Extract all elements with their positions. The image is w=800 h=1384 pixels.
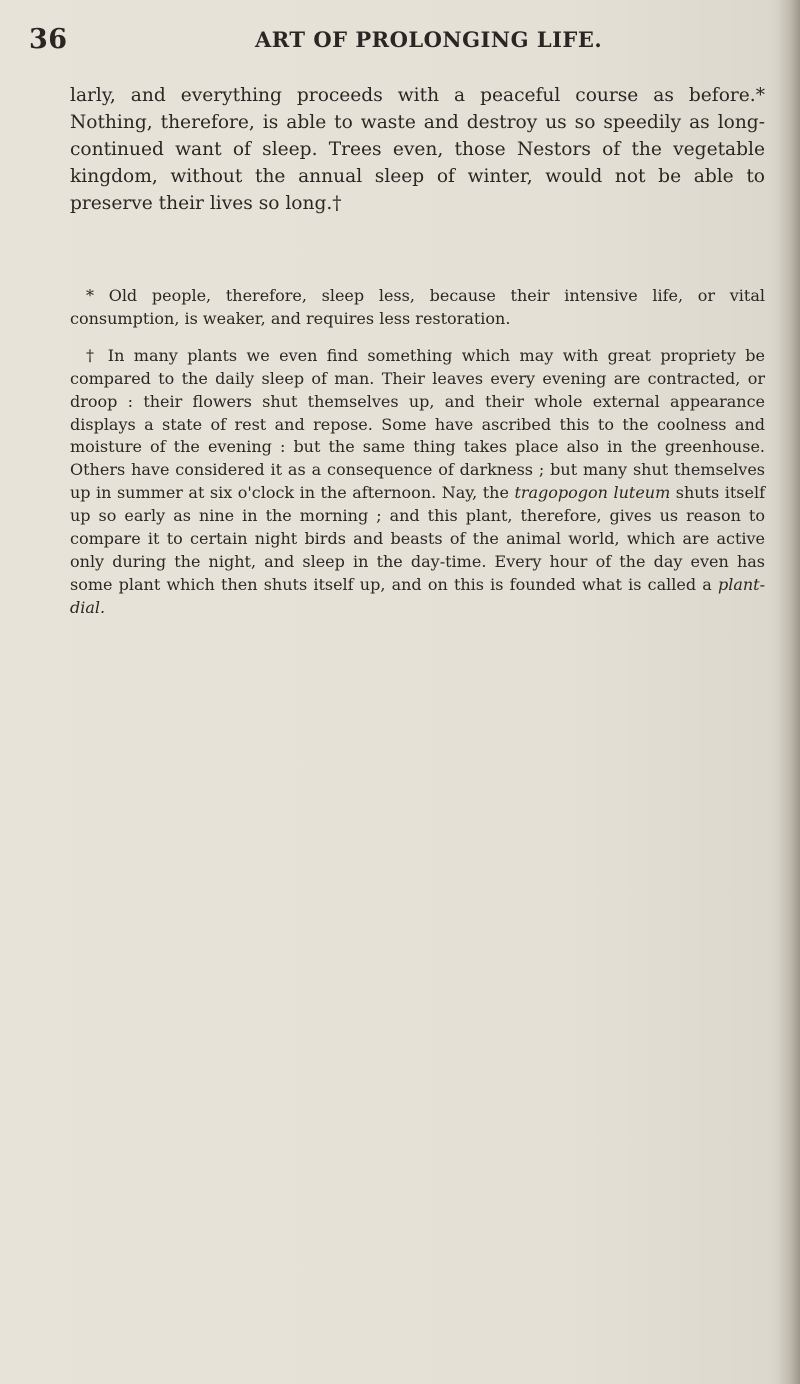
page-header — [0, 20, 800, 60]
footnote-2-term: plant-dial. — [70, 574, 766, 617]
footnote-2 — [70, 345, 765, 620]
page-gutter-shadow — [778, 0, 800, 1384]
body-paragraph: larly, and everything proceeds with a peaceful course as before.* Nothing, therefore, is able to waste and destroy us so speedily as long-continued want of sleep. Trees even, those Nestors of the vegetable kingdom, without the annual sleep of winter, would not be able to preserve their lives so long.† — [70, 85, 765, 215]
footnote-1: * Old people, therefore, sleep less, because their intensive life, or vital consumption, is weaker, and requires less restoration. — [70, 286, 765, 328]
page-number: 36 — [29, 24, 68, 55]
footnote-2-text-b: shuts itself up so early as nine in the morning ; and this plant, therefore, gives us reason to compare it to certain night birds and beasts of the animal world, which are active only during the night, and sleep in the day-time. Every hour of the day even has some plant which then shuts itself up, and on this is founded what is called a — [70, 483, 766, 594]
footnote-2-species-name: tragopogon luteum — [514, 483, 671, 503]
footnotes — [70, 285, 765, 634]
running-head: ART OF PROLONGING LIFE. — [255, 27, 603, 52]
footnote-2-text-a: † In many plants we even find something which may with great propriety be compared to the daily sleep of man. Their leaves every evening are contracted, or droop : their flowers shut themselves up, and their whole external appearance displays a state of rest and repose. Some have ascribed this to the coolness and moisture of the evening : but the same thing takes place also in the greenhouse. Others have considered it as a consequence of darkness ; but many shut themselves up in summer at six o'clock in the afternoon. Nay, the — [70, 345, 765, 503]
